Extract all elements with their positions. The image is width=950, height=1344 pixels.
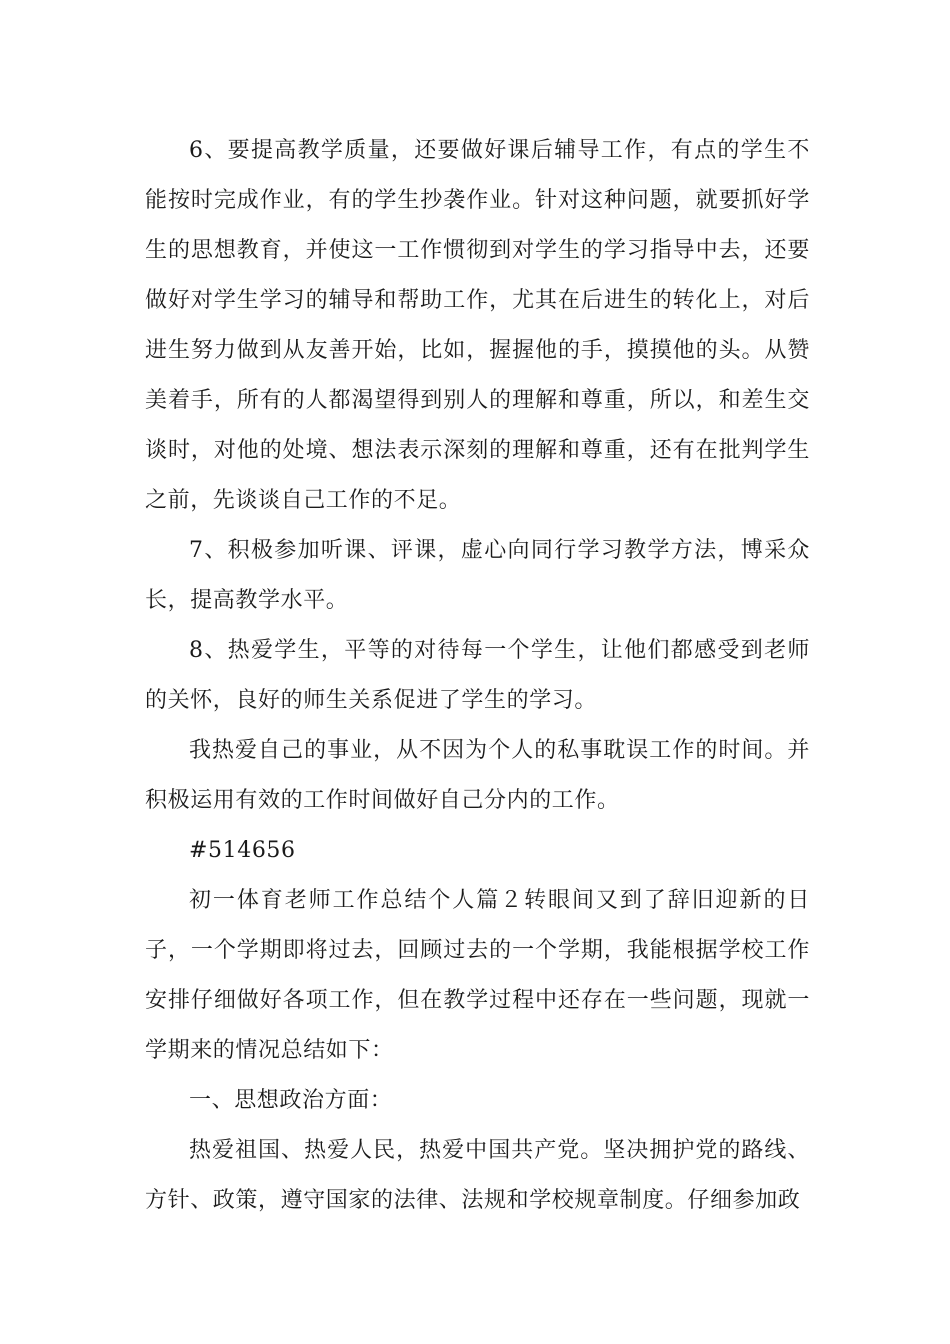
paragraph-summary-intro: 初一体育老师工作总结个人篇２转眼间又到了辞旧迎新的日子，一个学期即将过去，回顾过去的一个学期，我能根据学校工作安排仔细做好各项工作，但在教学过程中还存在一些问题，现就一学期来的情况总结如下： — [145, 888, 810, 1063]
paragraph-item-8: 8、热爱学生，平等的对待每一个学生，让他们都感受到老师的关怀，良好的师生关系促进了学生的学习。 — [145, 638, 810, 713]
paragraph-item-6: 6、要提高教学质量，还要做好课后辅导工作，有点的学生不能按时完成作业，有的学生抄袭作业。针对这种问题，就要抓好学生的思想教育，并使这一工作惯彻到对学生的学习指导中去，还要做好对学生学习的辅导和帮助工作，尤其在后进生的转化上，对后进生努力做到从友善开始，比如，握握他的手，摸摸他的头。从赞美着手，所有的人都渴望得到别人的理解和尊重，所以，和差生交谈时，对他的处境、想法表示深刻的理解和尊重，还有在批判学生之前，先谈谈自己工作的不足。 — [145, 138, 810, 513]
paragraph-politics: 热爱祖国、热爱人民，热爱中国共产党。坚决拥护党的路线、方针、政策，遵守国家的法律、法规和学校规章制度。仔细参加政 — [145, 1138, 810, 1213]
document-body — [145, 126, 810, 1226]
paragraph-dedication: 我热爱自己的事业，从不因为个人的私事耽误工作的时间。并积极运用有效的工作时间做好自己分内的工作。 — [145, 738, 810, 813]
paragraph-marker: #514656 — [189, 838, 296, 863]
paragraph-item-7: 7、积极参加听课、评课，虚心向同行学习教学方法，博采众长，提高教学水平。 — [145, 538, 810, 613]
section-heading-politics: 一、思想政治方面： — [189, 1088, 393, 1113]
